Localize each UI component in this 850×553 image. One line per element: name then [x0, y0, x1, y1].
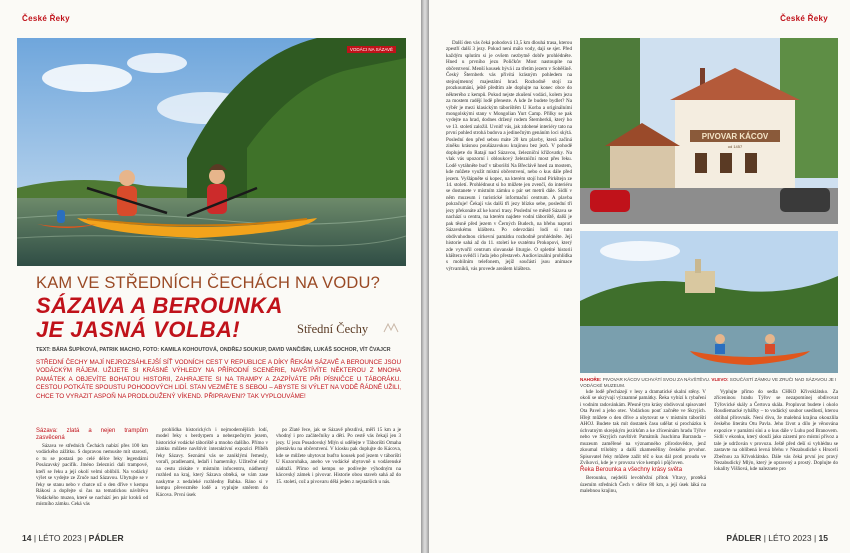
column-text: po Zlaté řece, jak se Sázavě přezdívá, měří 15 km a je vhodný i pro začátečníky a děti. Po cestě vás čekají jen 3 jezy. U jezu Posadovský Mlýn si udělejte v Táborišti Omaha přestávku na občerstvení. V kiosku pak doplujte do Kácova, kde se můžete ubytovat buďto kousek pod jezem v táborišti U Kozoroháka, anebo ve vodácké ubytovně u vodárenské nádraží. Přímo od kempu se podívejte výhodným na kácovský zámek i pivovar. Historie obou staveb sahá až do 15. století, což a pivovaru dělá jeden z nejstarších u nás.	[276, 427, 401, 485]
footer-left: 14 | LÉTO 2023 | PÁDLER	[22, 533, 124, 543]
magazine-name: PÁDLER	[88, 533, 124, 543]
caption-key-2: VLEVO:	[711, 377, 729, 382]
caption-key-1: NAHOŘE:	[580, 377, 602, 382]
headline-question: KAM VE STŘEDNÍCH ČECHÁCH NA VODU?	[36, 274, 380, 292]
right-column-2	[580, 389, 706, 524]
brewery-sign: PIVOVAR KÁCOV	[701, 132, 769, 141]
left-page	[0, 0, 421, 553]
column-text: Berounku, nejdelší levobřežní přítok Vltavy, protéká územím středních Čech v délce 80 km, a její úsek láká na malebnou krajinu,	[580, 475, 706, 495]
river-castle-photo	[580, 231, 838, 373]
right-page	[429, 0, 850, 553]
column-text: kde lodě přecházejí v lesy a dramatické skalní stěny. V okolí se ukrývají významné památky. Řeka vybízí k rybaření i vodním radovánkám. Přesně tyto krásy obdivoval spisovatel Ota Pavel a jeho otec. Vodáckou pouť začněte ve Skryjích. Hřejt můžete o den dříve a ubytovat se v místním táborišti AHOJ. Budete tak mít dostatek času udělat si procházku k úchvatným skrejským jezírkům a ke zříceninám hradu Týřov nebo ve Skryjích navštívit Památník Joachima Barranda – muzeum zaměřené na významného přírodovědce, jenž zkoumal trilobity a další zkameněliny českého prvohor. Spisovatel řeky můžete zažít též o kus dál proti proudu ve Zvíkovci, kde je v provozu více kempů i půjčoven.	[580, 389, 706, 466]
caption-text-2: SOUČÁSTÍ ZÁMKU VE ZRUČI NAD SÁZAVOU JE I VODÁCKÉ MUZEUM.	[580, 377, 837, 388]
footer-right: PÁDLER | LÉTO 2023 | 15	[726, 533, 828, 543]
right-column-3	[714, 389, 838, 524]
caption-text-1: PIVOVAR KÁCOV UCHVÁTÍ SVOU ZA NÁVŠTĚVU.	[602, 377, 711, 382]
left-column-3	[276, 427, 401, 529]
right-column-1	[446, 40, 572, 524]
kayakers-photo	[17, 38, 406, 266]
credits: TEXT: BÁRA ŠUPÍKOVÁ, PATRIK MACHO, FOTO: KAMILA KOHOUTOVÁ, ONDŘEJ SOUKUP, DAVID VANČIŠIN, LUKÁŠ SOCHOR, VÍT ČVAJCR	[36, 347, 391, 353]
page-number: 15	[818, 533, 828, 543]
brewery-photo	[580, 38, 838, 224]
column-text: Sázava ve středních Čechách nabízí přes 100 km vodáckého zážitku. S dopravou nemusíte mít starosti, o tu se postará po celé délce řeky legendární Posázavský pacifik. Jméno železnici dali trampové, kteří se řeku a její okolí velmi oblíbili. Na vodácký výlet se vydejte ze Zruče nad Sázavou. Ubytujte se v řeky se stanu nebo v chatce už o den dříve v kempu Rákosí a dopřejte si čas na tematickou návštěvu Vodáckého muzea, které se nachází jen pár kroků od místního zámku. Ceká vás	[36, 443, 148, 508]
section-tag: České Řeky	[780, 14, 828, 23]
left-column-2	[156, 427, 268, 529]
photo-caption	[580, 377, 838, 388]
hero-label: VODÁCI NA SÁZAVĚ	[347, 46, 396, 53]
brewery-sign-sub: od 1457	[727, 144, 743, 149]
page-number: 14	[22, 533, 32, 543]
hero-photo	[17, 38, 406, 266]
column-text: Další den vás čeká pohodová 13,5 km dlouhá trasa, kterou zpestří další 3 jezy. Pokud není málo vody, dají se sjet. Před každým splutím si je ovšem nezbytně dobře prohlédněte. Hned u prvního jezu Poličkův Most nastoupíte na občerstvení. Menší kousek bývá i za třetím jezem v Soběšíně. Český Šternberk vás přivítá krásným pohledem na stejnojmenný majestátní hrad. Rozhodně stojí za prozkoumání, ještě předtím ale doplujte na konec obce do některého z kempů. Pokud nejste zkušení vodáci, kolem jezu za mostem radějí lodě přeneste. A kde že budete bydlet? Na výběr je mezi klasickým táborištěm U Korba a originálními mongolskými stany v Mongolian Yurt Camp. Přilky se pak vydejte na hrad, dodnes držený rodem Šternberků, který ho ve 13. století založil. Uvnitř vás, jak zdobené interiéry tato na první pohled strohá budova a jedinečným genáním loci skýtá. Poslední den před sebou máte 20 km plavby, která začíná ziněku krásnou poušázavskou krajinou bez jezů. V pohodě doplujete do Ratají nad Sázavou, železniční křižovatky. Na vlak vás upozorní i obloukový železniční most přes řeku. Lodě vytáhněte buď v táborišti Na Břeclávě hned za mostem, kde můžete využít místní občerstvení, nebo o kus dále před jezem. Vyšlápněte si kopec, na kterém stojí hrad Pirkštejn ze 14. století. Prohlédnout si ho můžete jen zvenčí, do interiéru se dostanete v místním zámku o pár set metrů dále. Sídlí v něm muzeum i turistické informační centrum. A plavba pokračuje! Čekají vás další tři jezy blízko sebe, poslední tři jezy překonáte až ke konci trasy. Poslední ve městě Sázava se nachází u centra, na kterém najdete vodní táboriště, další je pak těsně před jezem v Černých Budech, na břehu naproti Sázavskému klášteru. Po odevzdání lodí si tuto obdivuhodnou církevní památku rozhodně prohlédněte. Její historie sahá až do 11. století ke svatému Prokopovi, který zde vytvořil centrum slovanské liturgie. O spletité historii kláštera svědčí i řada jeho přestaveb. Audiovizuální prohlídka s mobilním telefonem, jejíž součástí jsou animace výtvarníků, vás provede areálem kláštera.	[446, 40, 572, 272]
subheading: Sázava: zlatá a nejen trampům zasvěcená	[36, 428, 148, 441]
headline-line-1: SÁZAVA A BEROUNKA	[36, 293, 283, 318]
lead-paragraph: STŘEDNÍ ČECHY MAJÍ NEJROZSÁHLEJŠÍ SÍŤ VODNÍCH CEST V REPUBLICE A DÍKY ŘEKÁM SÁZAVĚ A BEROUNCE JSOU VODÁCKÝM RÁJEM. UŽIJETE SI KRÁSNÉ VÝHLEDY NA PŘÍRODNÍ SCENÉRIE, NAVŠTÍVÍTE NĚKTEROU Z MNOHA PAMÁTEK A OBJEVÍTE BOHATOU HISTORII, ZAHRAJETE SI NA TRAMPY A ZAZPÍVÁTE PŘI PÍSNIČCE U TÁBORÁKU. CESTOU POTKÁTE SPOUSTU POHODOVÝCH LIDÍ. STAN VEZMĚTE S SEBOU – ABYSTE SI VÝLET NA VODĚ ŘÁDNĚ UŽILI, CHCE TO VYRAZIT ASPOŇ NA PRODLOUŽENÝ VÍKEND. PŘIPRAVENI? TAK VYPLOUVÁME!	[36, 359, 401, 400]
column-text: prohlídka historických i nejmodernějších lodí, model řeky s berdyrpem a nebezpečným jezem, historické vodácké táboriště a mnoho dalšího. Přímo v zámku můžete navštívit interaktivní expozici Příběh řeky Sázavy. Seznámí vás se zaniklými řemesly, voraři, pradlenami, ledaři i hamerníky. Užitečné rady na cestu získáte v místním infocentru, nádherný rozhled na kraj, který Sázava obtéká, se vám zase naskytne z nedaleké rozhledny Babka. Ráno si v kempu převezměte lodě a vyplujte směrem do Kácova. První úsek	[156, 427, 268, 498]
gutter	[421, 0, 429, 553]
issue: LÉTO 2023	[38, 533, 82, 543]
column-text: Vyplujte přímo do sedla CHKO Křivoklátsko. Za zříceninou hradu Týřov se nezapomínej obdivovat Týřovické skály a Čertova skála. Propluvat budete i okolo Roudíemacké rybářky – to vodácký soubor usedlostí, kterou oblíbal přírovnák. Není divu, že malebná krajina okouzlila českého literátu Otu Pavla. Jeho život a dílo je věnována expozice v památní síni a o kus dále v Luhu pod Branovem. Sídlí v ekonku, který slouží jako zázemí pro místní přívoz a tale je udržován v provozu. Ještě před deší si vyhlédnu se zastavte na oblíbená levná břehu v Nezabudické s Hrsovlí Zbečnou za Křivoklátsko. Dále vás čeká první jez pravý Nezabudický Mlýn, který je opravený a prostý. Doplujte do lokality Višňová, kde naleznete pro	[714, 389, 838, 473]
issue: LÉTO 2023	[768, 533, 812, 543]
headline-line-2: JE JASNÁ VOLBA!	[36, 317, 241, 342]
section-tag: České Řeky	[22, 14, 70, 23]
left-column-1	[36, 427, 148, 529]
magazine-name: PÁDLER	[726, 533, 762, 543]
region-label: Střední Čechy	[297, 322, 369, 336]
wave-decoration-icon	[383, 322, 399, 334]
subheading: Řeka Berounka a všechny krásy světa	[580, 467, 683, 474]
